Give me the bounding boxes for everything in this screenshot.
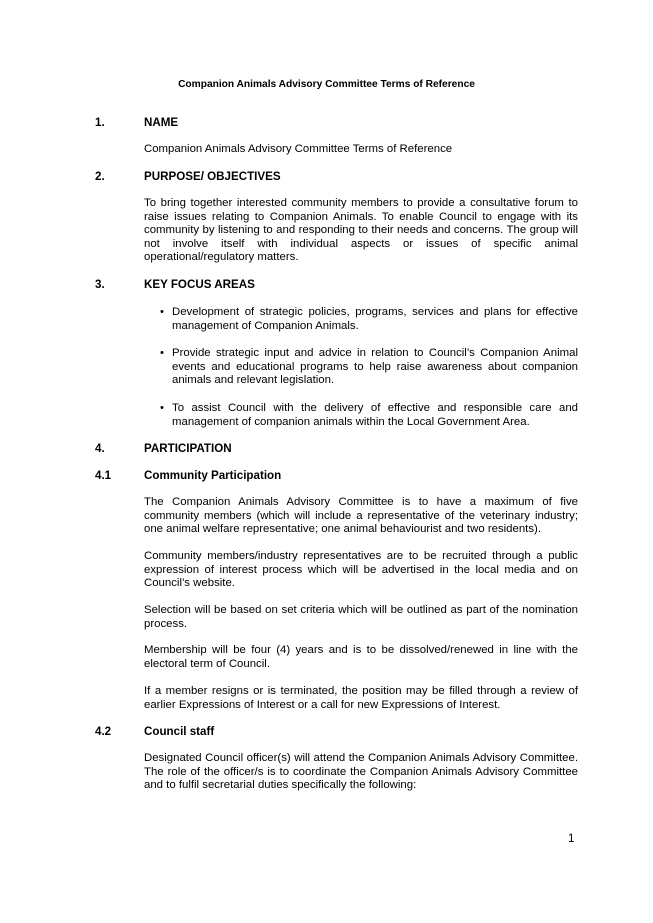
participation-paragraph: Community members/industry representatives are to be recruited through a public expression of interest process which will be advertised in the local media and on Council’s website. [144,550,578,590]
section-title: KEY FOCUS AREAS [144,278,255,291]
document-title: Companion Animals Advisory Committee Terms of Reference [178,79,475,90]
participation-paragraph: The Companion Animals Advisory Committee is to have a maximum of five community members (which will include a representative of the veterinary industry; one animal welfare representative; one animal behaviourist and two residents). [144,496,578,536]
section-title: NAME [144,116,179,129]
bullet-text: Development of strategic policies, programs, services and plans for effective management of Companion Animals. [172,306,578,332]
section-1-text: Companion Animals Advisory Committee Terms of Reference [144,143,453,155]
page-number: 1 [568,832,575,845]
section-number: 4. [95,442,105,455]
section-title: Community Participation [144,469,282,482]
section-number: 3. [95,278,105,291]
participation-paragraph: Membership will be four (4) years and is to be dissolved/renewed in line with the electoral term of Council. [144,644,578,670]
section-title: PURPOSE/ OBJECTIVES [144,170,281,183]
bullet-marker: • [160,347,164,359]
section-number: 1. [95,116,105,129]
bullet-marker: • [160,306,164,318]
focus-bullet-item [160,306,578,333]
section-number: 4.1 [95,469,112,482]
bullet-text: Provide strategic input and advice in relation to Council’s Companion Animal events and educational programs to help raise awareness about companion animals and relevant legislation. [172,347,578,387]
section-number: 4.2 [95,725,112,738]
participation-paragraph: Selection will be based on set criteria which will be outlined as part of the nomination process. [144,604,578,630]
participation-paragraph: If a member resigns or is terminated, the position may be filled through a review of earlier Expressions of Interest or a call for new Expressions of Interest. [144,685,578,711]
section-2-text: To bring together interested community members to provide a consultative forum to raise issues relating to Companion Animals. To enable Council to engage with its community by listening to and responding to their needs and concerns. The group will not involve itself with individual aspects or issues of specific animal operational/regulatory matters. [144,197,578,264]
bullet-marker: • [160,402,164,414]
section-title: Council staff [144,725,215,738]
council-staff-text: Designated Council officer(s) will attend the Companion Animals Advisory Committee. The role of the officer/s is to coordinate the Companion Animals Advisory Committee and to fulfil secretarial duties specifically the following: [144,752,578,792]
focus-bullet-item [160,402,578,429]
section-title: PARTICIPATION [144,442,232,455]
section-number: 2. [95,170,105,183]
bullet-text: To assist Council with the delivery of effective and responsible care and management of companion animals within the Local Government Area. [172,402,578,428]
focus-bullet-item [160,347,578,388]
